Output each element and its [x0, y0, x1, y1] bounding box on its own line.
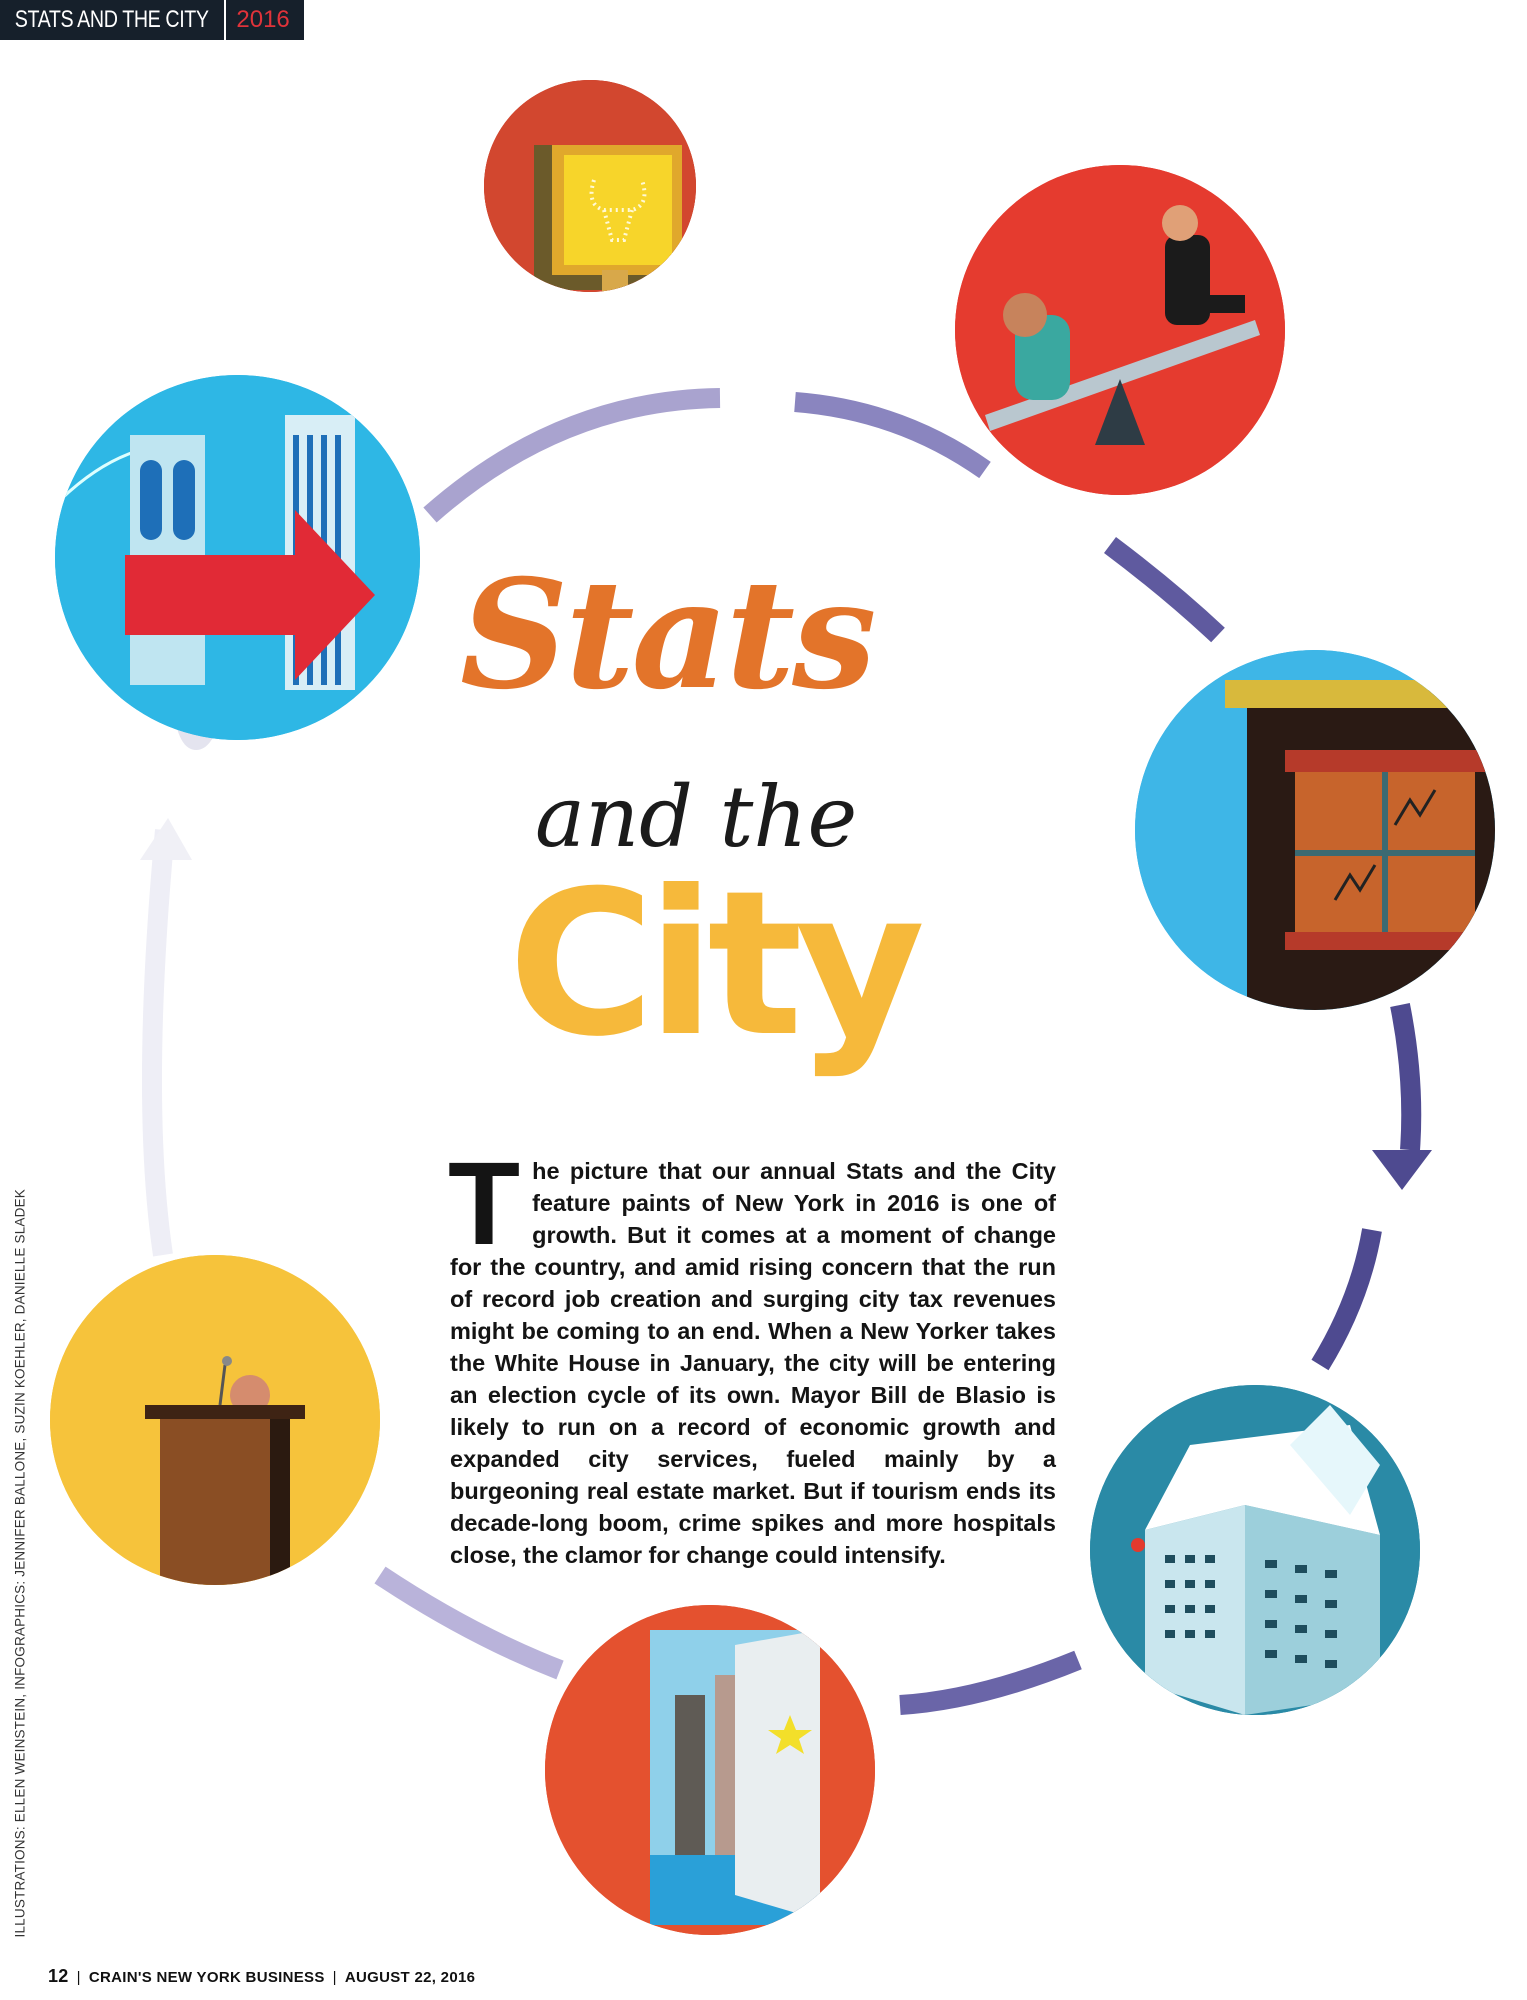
illustration-window — [1135, 650, 1495, 1010]
ring-segment — [900, 1660, 1078, 1705]
title-and-the: and the — [535, 768, 858, 866]
page-footer — [48, 1966, 475, 1987]
ring-segment — [430, 398, 720, 515]
issue-date: AUGUST 22, 2016 — [344, 1969, 476, 1986]
ring-segment — [1110, 545, 1218, 635]
ring-segment — [1400, 1005, 1411, 1150]
illustration-credits: ILLUSTRATIONS: ELLEN WEINSTEIN, INFOGRAPHICS: JENNIFER BALLONE, SUZIN KOEHLER, DANIELLE SLADEK — [12, 1189, 28, 1938]
ring-segment — [795, 402, 985, 470]
illustration-bridge-arrow — [55, 375, 420, 740]
ring-segment — [1320, 1230, 1372, 1365]
window-icon — [1135, 650, 1495, 1010]
illustration-seesaw — [955, 165, 1285, 495]
title-city: City — [508, 848, 918, 1081]
section-year: 2016 — [236, 6, 290, 33]
ring-arrowhead — [1372, 1150, 1432, 1190]
illustration-podium — [50, 1255, 380, 1585]
podium-icon — [50, 1255, 380, 1585]
drop-cap: T — [448, 1138, 521, 1270]
article-body: he picture that our annual Stats and the City feature paints of New York in 2016 is one of growth. But it comes at a moment of change for the country, and amid rising concern that the run of record job creation and surging city tax revenues might be coming to an end. When a New Yorker takes the White House in January, the city will be entering an election cycle of its own. Mayor Bill de Blasio is likely to run on a record of economic growth and expanded city services, fueled mainly by a burgeoning real estate market. But if tourism ends its decade-long boom, crime spikes and more hospitals close, the clamor for change could intensify. — [450, 1158, 1056, 1568]
footer-separator: | — [76, 1969, 81, 1986]
ring-arrowhead — [140, 818, 192, 860]
page-number: 12 — [48, 1966, 69, 1986]
illustration-bull-sign — [484, 80, 696, 292]
illustration-hospital — [1090, 1385, 1420, 1715]
ring-segment — [152, 830, 165, 1255]
illustration-skyline-door — [545, 1605, 875, 1935]
bull-sign-icon — [484, 80, 696, 292]
seesaw-icon — [955, 165, 1285, 495]
title-stats: Stats — [460, 547, 874, 723]
bridge-arrow-icon — [55, 375, 420, 740]
hospital-icon — [1090, 1385, 1420, 1715]
skyline-door-icon — [545, 1605, 875, 1935]
article-intro — [448, 1138, 1056, 1571]
section-label: STATS AND THE CITY — [14, 6, 209, 33]
footer-separator: | — [332, 1969, 337, 1986]
publication-name: CRAIN'S NEW YORK BUSINESS — [88, 1969, 325, 1986]
ring-segment — [380, 1575, 560, 1670]
